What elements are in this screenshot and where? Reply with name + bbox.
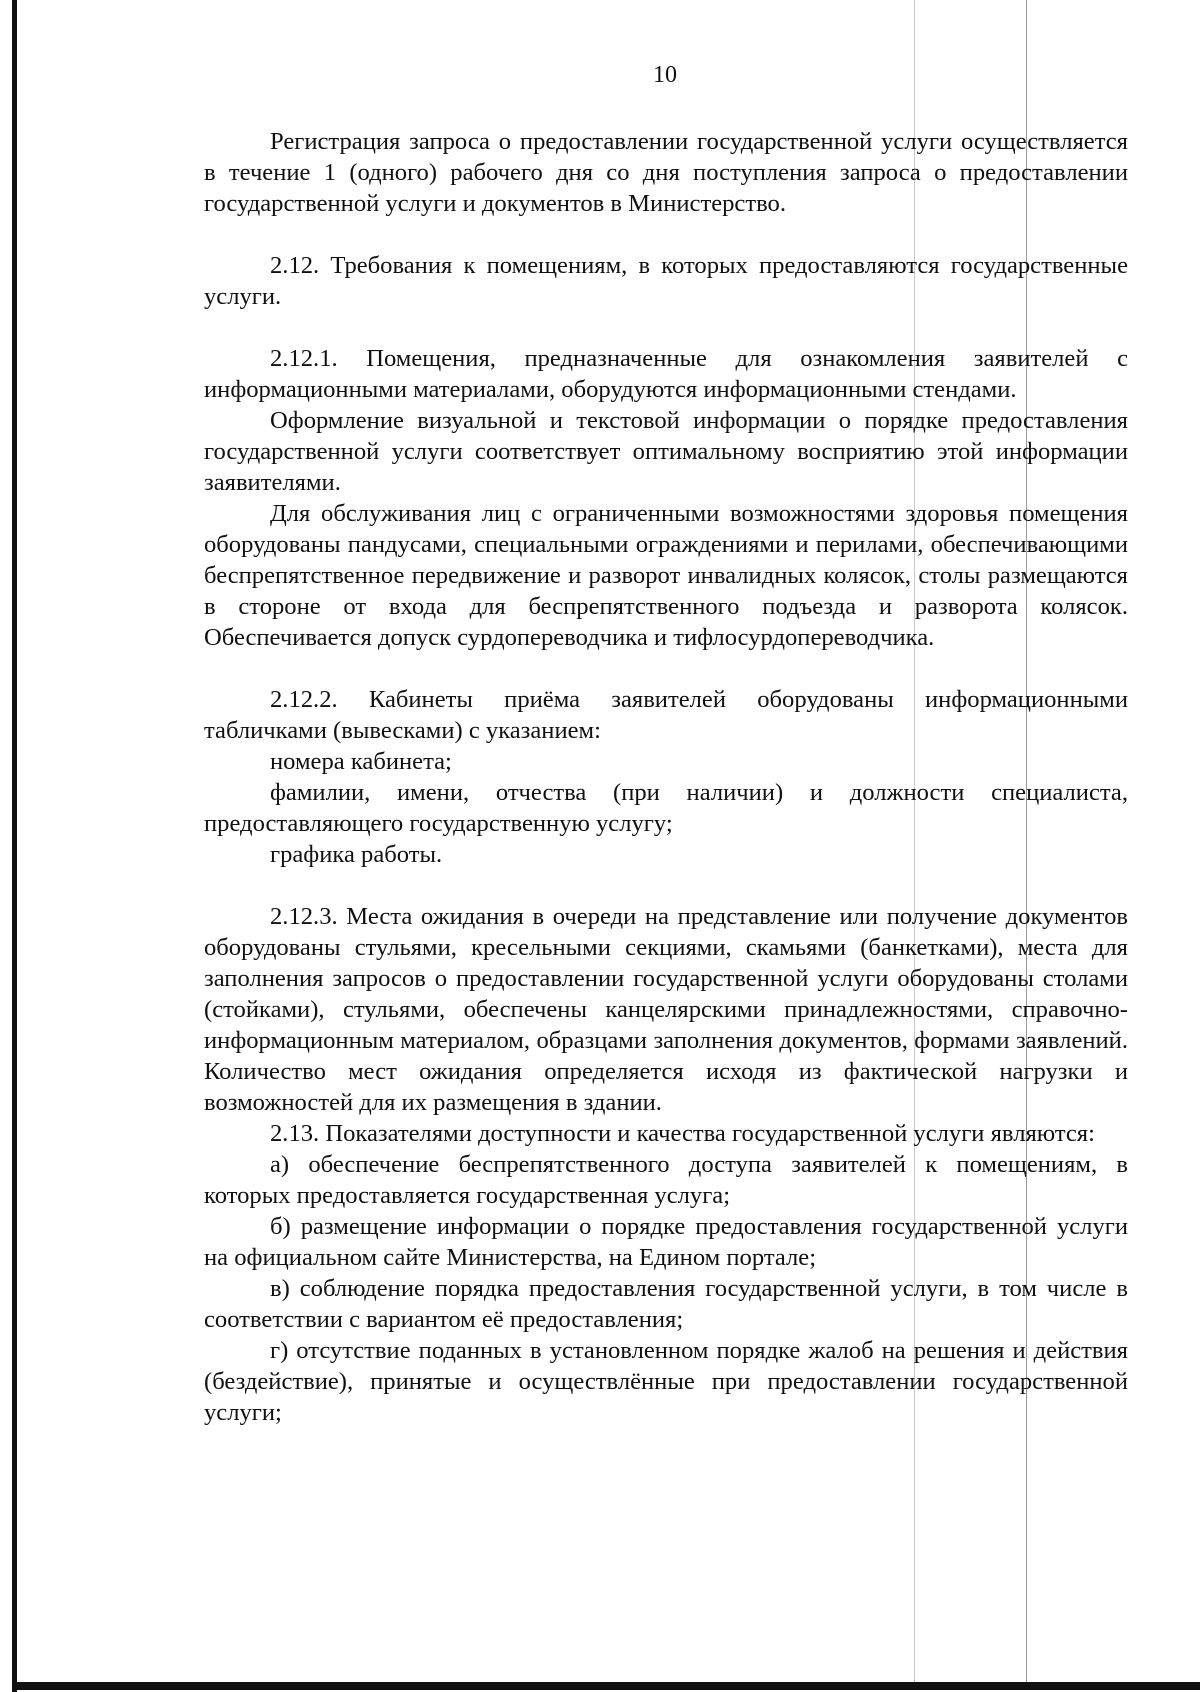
paragraph: номера кабинета; — [270, 748, 452, 775]
paragraph: Регистрация запроса о предоставлении государственной услуги осуществляется в течение 1 (одного) рабочего дня со дня поступления запроса о предоставлении государственной услуги и документов в Министерство. — [204, 128, 1128, 217]
scan-edge-bottom — [12, 1682, 1200, 1690]
paragraph: графика работы. — [270, 841, 443, 868]
page-number: 10 — [653, 62, 677, 88]
paragraph: б) размещение информации о порядке предоставления государственной услуги на официальном сайте Министерства, на Едином портале; — [204, 1213, 1128, 1271]
paragraph: Оформление визуальной и текстовой информации о порядке предоставления государственной услуги соответствует оптимальному восприятию этой информации заявителями. — [204, 407, 1128, 496]
paragraph: 2.13. Показателями доступности и качества государственной услуги являются: — [270, 1120, 1095, 1147]
paragraph: фамилии, имени, отчества (при наличии) и должности специалиста, предоставляющего государственную услугу; — [204, 779, 1128, 837]
document-body — [204, 126, 1128, 1428]
paragraph: 2.12.2. Кабинеты приёма заявителей оборудованы информационными табличками (вывесками) с указанием: — [204, 686, 1128, 744]
paragraph: г) отсутствие поданных в установленном порядке жалоб на решения и действия (бездействие), принятые и осуществлённые при предоставлении государственной услуги; — [204, 1337, 1128, 1426]
paragraph: в) соблюдение порядка предоставления государственной услуги, в том числе в соответствии с вариантом её предоставления; — [204, 1275, 1128, 1333]
paragraph: 2.12. Требования к помещениям, в которых предоставляются государственные услуги. — [204, 252, 1128, 310]
paragraph: 2.12.1. Помещения, предназначенные для ознакомления заявителей с информационными материалами, оборудуются информационными стендами. — [204, 345, 1128, 403]
paragraph: а) обеспечение беспрепятственного доступа заявителей к помещениям, в которых предоставляется государственная услуга; — [204, 1151, 1128, 1209]
scan-edge-left — [12, 0, 17, 1692]
paragraph: Для обслуживания лиц с ограниченными возможностями здоровья помещения оборудованы пандусами, специальными ограждениями и перилами, обеспечивающими беспрепятственное передвижение и разворот инвалидных колясок, столы размещаются в стороне от входа для беспрепятственного подъезда и разворота колясок. Обеспечивается допуск сурдопереводчика и тифлосурдопереводчика. — [204, 500, 1128, 651]
paragraph: 2.12.3. Места ожидания в очереди на представление или получение документов оборудованы стульями, кресельными секциями, скамьями (банкетками), места для заполнения запросов о предоставлении государственной услуги оборудованы столами (стойками), стульями, обеспечены канцелярскими принадлежностями, справочно-информационным материалом, образцами заполнения документов, формами заявлений. Количество мест ожидания определяется исходя из фактической нагрузки и возможностей для их размещения в здании. — [204, 903, 1128, 1116]
